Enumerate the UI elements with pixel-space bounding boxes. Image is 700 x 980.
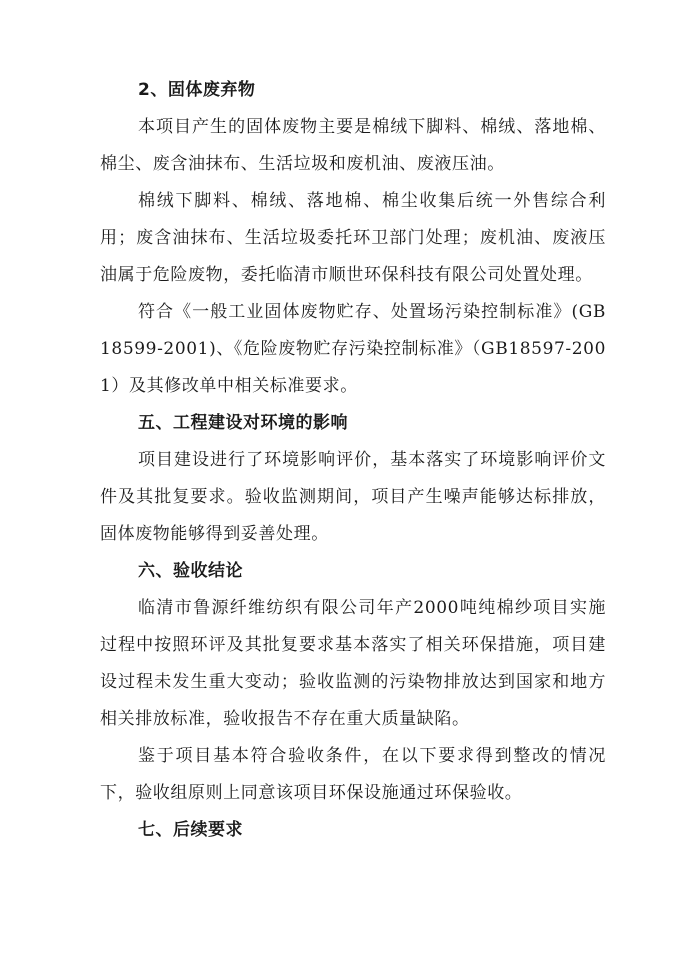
paragraph-solid-waste-sources: 本项目产生的固体废物主要是棉绒下脚料、棉绒、落地棉、棉尘、废含油抹布、生活垃圾和废机油、废液压油。: [100, 117, 606, 174]
paragraph-environmental-impact: 项目建设进行了环境影响评价，基本落实了环境影响评价文件及其批复要求。验收监测期间，项目产生噪声能够达标排放，固体废物能够得到妥善处理。: [100, 450, 606, 544]
section-heading-solid-waste: 2、固体废弃物: [138, 80, 256, 100]
document-body: [100, 72, 606, 849]
section-heading-follow-up-requirements: 七、后续要求: [138, 820, 243, 840]
paragraph-acceptance-approval: 鉴于项目基本符合验收条件，在以下要求得到整改的情况下，验收组原则上同意该项目环保设施通过环保验收。: [100, 746, 606, 803]
paragraph-solid-waste-standards: 符合《一般工业固体废物贮存、处置场污染控制标准》(GB18599-2001)、《危险废物贮存污染控制标准》（GB18597-2001）及其修改单中相关标准要求。: [100, 302, 606, 396]
paragraph-solid-waste-disposal: 棉绒下脚料、棉绒、落地棉、棉尘收集后统一外售综合利用；废含油抹布、生活垃圾委托环卫部门处理；废机油、废液压油属于危险废物，委托临清市顺世环保科技有限公司处置处理。: [100, 191, 606, 285]
paragraph-acceptance-conclusion: 临清市鲁源纤维纺织有限公司年产2000吨纯棉纱项目实施过程中按照环评及其批复要求基本落实了相关环保措施，项目建设过程未发生重大变动；验收监测的污染物排放达到国家和地方相关排放标准，验收报告不存在重大质量缺陷。: [100, 598, 606, 729]
section-heading-acceptance-conclusion: 六、验收结论: [138, 561, 243, 581]
section-heading-environmental-impact: 五、工程建设对环境的影响: [138, 413, 348, 433]
